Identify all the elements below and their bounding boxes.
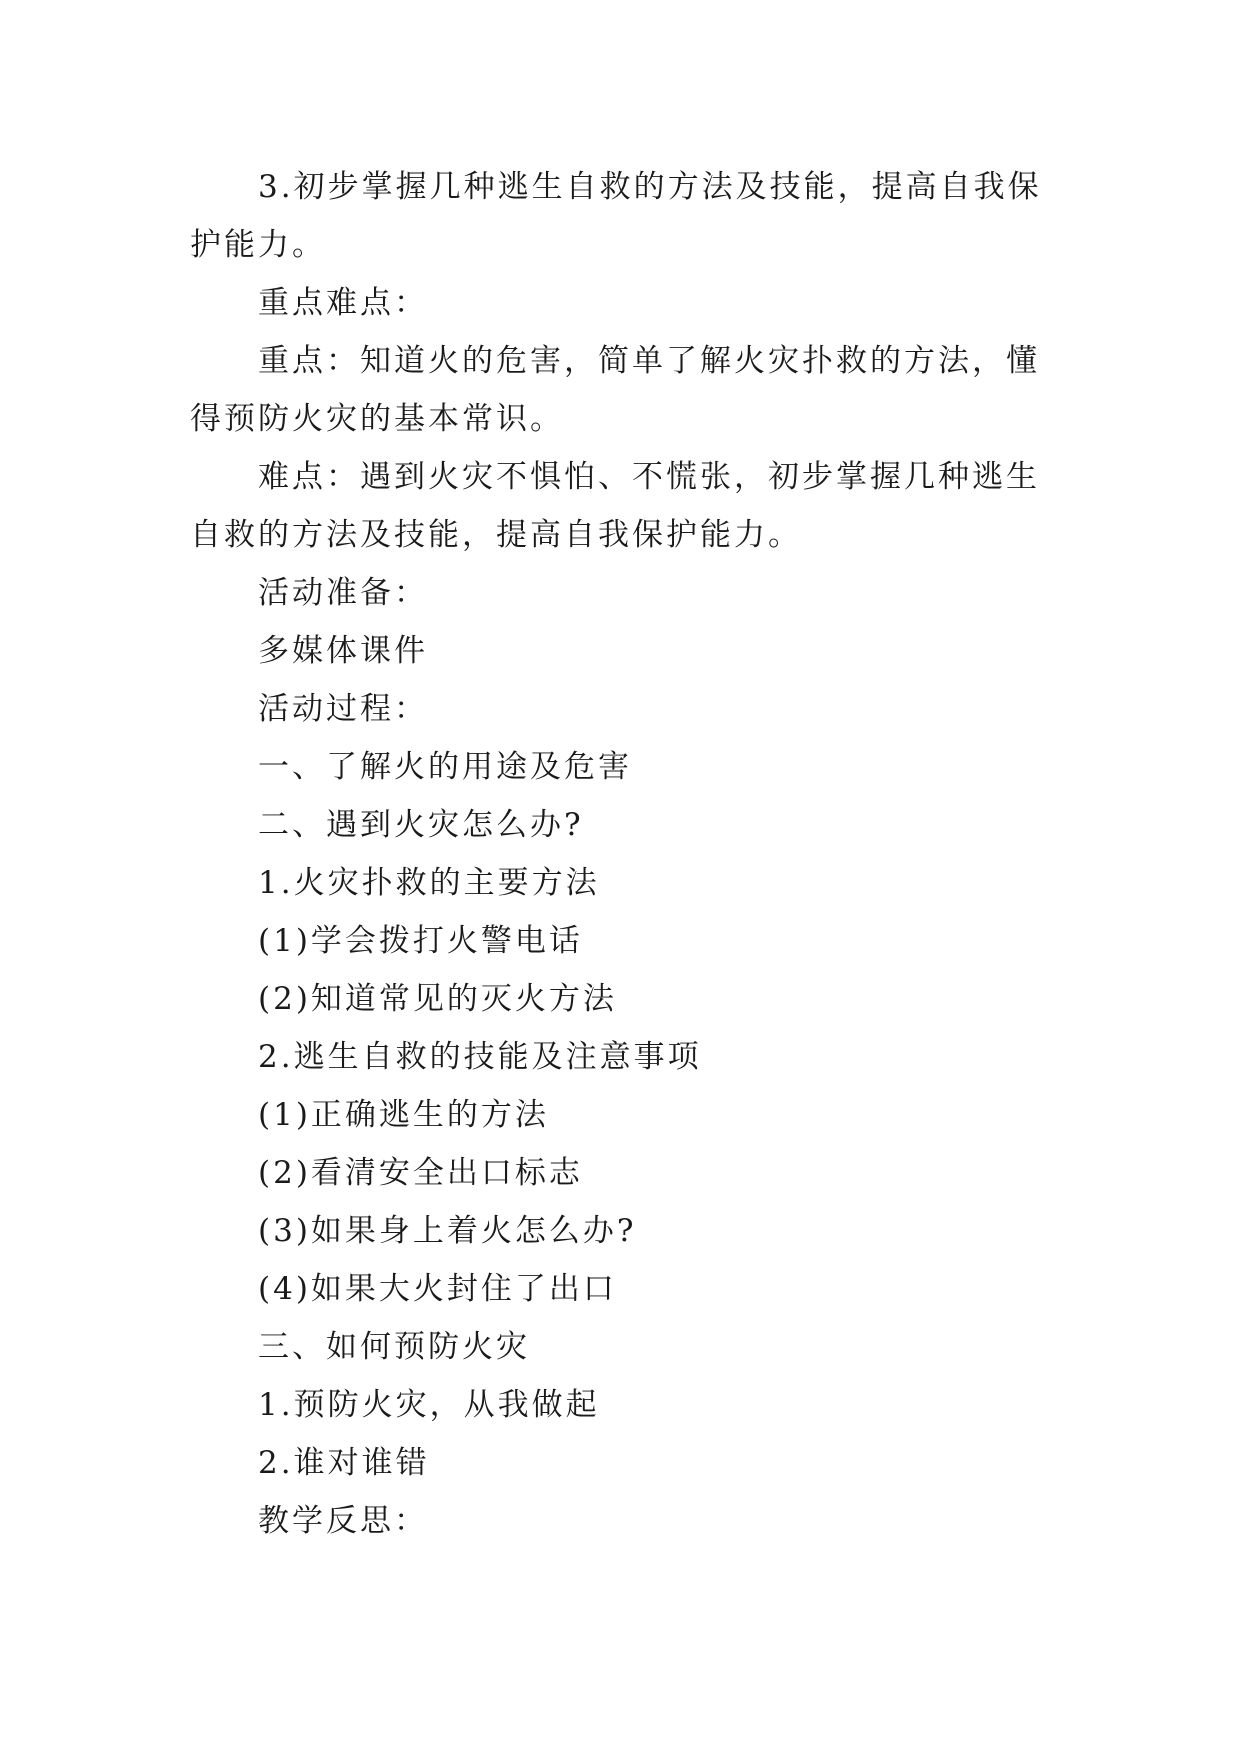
paragraph-item-2-2-1: (1)正确逃生的方法: [258, 1097, 549, 1133]
paragraph-item-2-2: 2.逃生自救的技能及注意事项: [258, 1039, 702, 1075]
paragraph-preparation-heading: 活动准备：: [258, 575, 428, 611]
paragraph-item-2-2-2: (2)看清安全出口标志: [258, 1155, 583, 1191]
paragraph-item-2-2-4: (4)如果大火封住了出口: [258, 1271, 617, 1307]
paragraph-section-2: 二、遇到火灾怎么办?: [258, 807, 584, 843]
paragraph-section-3: 三、如何预防火灾: [258, 1329, 530, 1365]
paragraph-key-points-heading: 重点难点：: [258, 285, 428, 321]
paragraph-key-point: 重点：知道火的危害，简单了解火灾扑救的方法，懂得预防火灾的基本常识。: [190, 343, 1040, 437]
paragraph-difficult-point: 难点：遇到火灾不惧怕、不慌张，初步掌握几种逃生自救的方法及技能，提高自我保护能力。: [190, 459, 1040, 553]
paragraph-item-2-1-2: (2)知道常见的灭火方法: [258, 981, 617, 1017]
paragraph-section-1: 一、了解火的用途及危害: [258, 749, 632, 785]
document-page: [190, 158, 1060, 1550]
paragraph-item-3-1: 1.预防火灾，从我做起: [258, 1387, 600, 1423]
paragraph-objective-3: 3.初步掌握几种逃生自救的方法及技能，提高自我保护能力。: [190, 169, 1042, 263]
paragraph-reflection-heading: 教学反思：: [258, 1503, 428, 1539]
paragraph-item-3-2: 2.谁对谁错: [258, 1445, 430, 1481]
paragraph-item-2-2-3: (3)如果身上着火怎么办?: [258, 1213, 637, 1249]
paragraph-preparation: 多媒体课件: [258, 633, 428, 669]
paragraph-item-2-1-1: (1)学会拨打火警电话: [258, 923, 583, 959]
paragraph-process-heading: 活动过程：: [258, 691, 428, 727]
paragraph-item-2-1: 1.火灾扑救的主要方法: [258, 865, 600, 901]
